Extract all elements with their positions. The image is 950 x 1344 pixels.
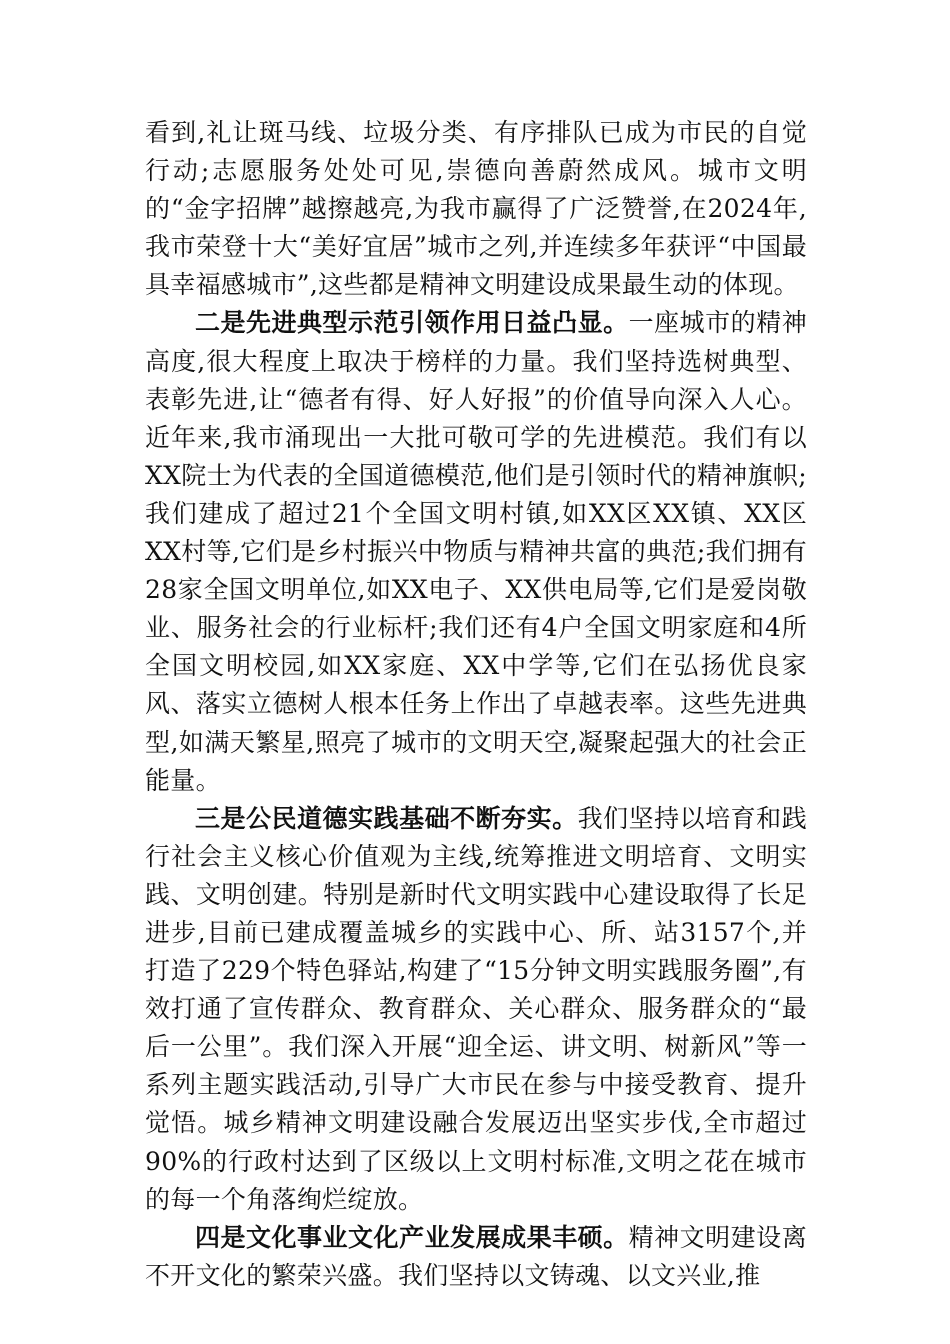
paragraph-advanced-models	[145, 304, 807, 799]
paragraph-heading: 四是文化事业文化产业发展成果丰硕。	[195, 1222, 629, 1252]
paragraph-heading: 三是公民道德实践基础不断夯实。	[195, 803, 578, 833]
paragraph-text: 我们坚持以培育和践行社会主义核心价值观为主线,统筹推进文明培育、文明实践、文明创建。特别是新时代文明实践中心建设取得了长足进步,目前已建成覆盖城乡的实践中心、所、站3157个,并打造了229个特色驿站,构建了“15分钟文明实践服务圈”,有效打通了宣传群众、教育群众、关心群众、服务群众的“最后一公里”。我们深入开展“迎全运、讲文明、树新风”等一系列主题实践活动,引导广大市民在参与中接受教育、提升觉悟。城乡精神文明建设融合发展迈出坚实步伐,全市超过90%的行政村达到了区级以上文明村标准,文明之花在城市的每一个角落绚烂绽放。	[145, 803, 807, 1214]
paragraph-culture-industry	[145, 1219, 807, 1295]
paragraph-text: 精神文明建设离不开文化的繁荣兴盛。我们坚持以文铸魂、以文兴业,推	[145, 1222, 807, 1290]
paragraph-text: 看到,礼让斑马线、垃圾分类、有序排队已成为市民的自觉行动;志愿服务处处可见,崇德向善蔚然成风。城市文明的“金字招牌”越擦越亮,为我市赢得了广泛赞誉,在2024年,我市荣登十大“美好宜居”城市之列,并连续多年获评“中国最具幸福感城市”,这些都是精神文明建设成果最生动的体现。	[145, 118, 807, 300]
paragraph-continued	[145, 114, 807, 304]
paragraph-moral-practice	[145, 800, 807, 1219]
document-body	[145, 114, 807, 1295]
paragraph-heading: 二是先进典型示范引领作用日益凸显。	[195, 308, 629, 338]
paragraph-text: 一座城市的精神高度,很大程度上取决于榜样的力量。我们坚持选树典型、表彰先进,让“德者有得、好人好报”的价值导向深入人心。近年来,我市涌现出一大批可敬可学的先进模范。我们有以XX院士为代表的全国道德模范,他们是引领时代的精神旗帜;我们建成了超过21个全国文明村镇,如XX区XX镇、XX区XX村等,它们是乡村振兴中物质与精神共富的典范;我们拥有28家全国文明单位,如XX电子、XX供电局等,它们是爱岗敬业、服务社会的行业标杆;我们还有4户全国文明家庭和4所全国文明校园,如XX家庭、XX中学等,它们在弘扬优良家风、落实立德树人根本任务上作出了卓越表率。这些先进典型,如满天繁星,照亮了城市的文明天空,凝聚起强大的社会正能量。	[145, 308, 807, 795]
